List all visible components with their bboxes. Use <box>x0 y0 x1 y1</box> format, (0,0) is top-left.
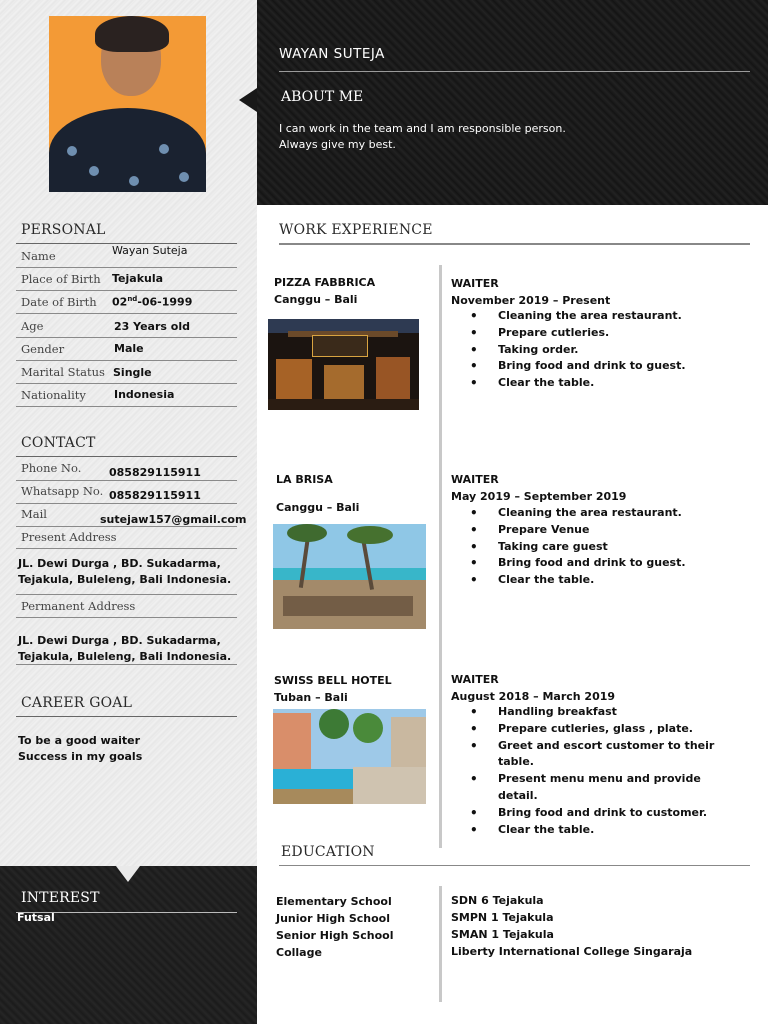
contact-title: CONTACT <box>21 435 96 451</box>
divider <box>16 526 237 527</box>
divider <box>16 313 237 314</box>
job1-photo <box>268 319 419 410</box>
education-school: SMAN 1 Tejakula <box>451 928 554 941</box>
divider <box>16 548 237 549</box>
photo-floor <box>268 399 419 410</box>
divider <box>16 406 237 407</box>
whatsapp-value: 085829115911 <box>109 489 201 502</box>
divider <box>16 360 237 361</box>
birthdate-rest: -06-1999 <box>137 295 193 309</box>
photo-deck <box>353 767 426 804</box>
nationality-label: Nationality <box>21 388 86 402</box>
profile-photo <box>49 16 206 192</box>
whatsapp-label: Whatsapp No. <box>21 484 104 498</box>
duty-item: • Cleaning the area restaurant. <box>498 505 686 522</box>
education-school: Liberty International College Singaraja <box>451 945 693 958</box>
job2-period: May 2019 – September 2019 <box>451 490 627 503</box>
duty-item: • Prepare cutleries, glass , plate. <box>498 721 714 738</box>
birthdate-value <box>112 295 192 309</box>
duty-item: • Bring food and drink to customer. <box>498 805 714 822</box>
divider <box>16 664 237 665</box>
interest-title: INTEREST <box>21 890 100 906</box>
career-goal-text <box>18 733 142 765</box>
photo-crowd <box>283 596 413 616</box>
education-level: Junior High School <box>276 912 391 925</box>
job1-meta <box>451 275 610 309</box>
photo-palm-leaves <box>347 526 393 544</box>
present-address-line: JL. Dewi Durga , BD. Sukadarma, <box>18 557 221 570</box>
interest-item: Futsal <box>17 911 55 924</box>
divider <box>279 71 750 72</box>
education-school: SDN 6 Tejakula <box>451 894 544 907</box>
photo-light <box>376 357 410 401</box>
career-goal-title: CAREER GOAL <box>21 695 133 711</box>
job2-photo <box>273 524 426 629</box>
photo-palm-leaves <box>287 524 327 542</box>
photo-tree <box>353 713 383 743</box>
mail-label: Mail <box>21 507 47 521</box>
permanent-address-line: JL. Dewi Durga , BD. Sukadarma, <box>18 634 221 647</box>
duty-item: • Bring food and drink to guest. <box>498 358 686 375</box>
job1-position: WAITER <box>451 277 499 290</box>
present-address-value <box>18 556 231 588</box>
divider <box>279 243 750 245</box>
divider <box>16 617 237 618</box>
divider <box>16 456 237 457</box>
phone-label: Phone No. <box>21 461 82 475</box>
education-schools <box>451 892 692 960</box>
photo-building <box>391 717 426 773</box>
age-label: Age <box>21 319 44 333</box>
duty-item-continued: table. <box>498 755 534 769</box>
birthplace-label: Place of Birth <box>21 272 101 286</box>
job3-photo <box>273 709 426 804</box>
marital-label: Marital Status <box>21 365 105 379</box>
shirt-pattern <box>159 144 169 154</box>
career-goal-line: Success in my goals <box>18 750 143 763</box>
permanent-address-value <box>18 633 231 665</box>
career-goal-line: To be a good waiter <box>18 734 141 747</box>
divider <box>16 716 237 717</box>
duty-item: • Taking order. <box>498 342 686 359</box>
duty-item: • Bring food and drink to guest. <box>498 555 686 572</box>
duty-item: • Clear the table. <box>498 572 686 589</box>
job2-duties <box>498 505 686 589</box>
job1-period: November 2019 – Present <box>451 294 611 307</box>
education-title: EDUCATION <box>281 844 375 860</box>
shirt-pattern <box>129 176 139 186</box>
name-header: WAYAN SUTEJA <box>279 46 385 62</box>
mail-value[interactable]: sutejaw157@gmail.com <box>100 513 247 526</box>
photo-light <box>276 359 312 399</box>
gender-value: Male <box>114 342 144 355</box>
shirt-pattern <box>179 172 189 182</box>
duty-item: • Greet and escort customer to their <box>498 738 714 755</box>
interest-notch <box>116 866 140 882</box>
gender-label: Gender <box>21 342 65 356</box>
job1-company-name: PIZZA FABBRICA <box>274 276 376 289</box>
shirt-pattern <box>67 146 77 156</box>
shirt-pattern <box>89 166 99 176</box>
duty-item: • Clear the table. <box>498 822 714 839</box>
about-line: I can work in the team and I am responsible person. <box>279 122 566 135</box>
job1-duties <box>498 308 686 392</box>
education-school: SMPN 1 Tejakula <box>451 911 554 924</box>
birthdate-day: 02 <box>112 295 128 309</box>
header-notch <box>239 88 257 112</box>
divider <box>16 480 237 481</box>
photo-hair <box>95 16 169 52</box>
duty-item: • Clear the table. <box>498 375 686 392</box>
job3-location: Tuban – Bali <box>274 691 348 704</box>
education-level: Collage <box>276 946 322 959</box>
job2-location: Canggu – Bali <box>276 501 360 514</box>
education-level: Senior High School <box>276 929 394 942</box>
education-levels <box>276 893 393 961</box>
nationality-value: Indonesia <box>114 388 175 401</box>
present-address-label: Present Address <box>21 530 117 544</box>
photo-tree <box>319 709 349 739</box>
education-level: Elementary School <box>276 895 392 908</box>
job3-company <box>274 672 392 706</box>
name-label: Name <box>21 249 56 263</box>
job3-duties <box>498 704 714 838</box>
divider <box>16 267 237 268</box>
job2-position: WAITER <box>451 473 499 486</box>
job3-position: WAITER <box>451 673 499 686</box>
job1-company <box>274 274 375 308</box>
duty-item: • Cleaning the area restaurant. <box>498 308 686 325</box>
divider <box>16 383 237 384</box>
duty-item: • Taking care guest <box>498 539 686 556</box>
birthplace-value: Tejakula <box>112 272 164 285</box>
birthdate-suffix: nd <box>127 295 138 303</box>
work-experience-title: WORK EXPERIENCE <box>279 222 433 238</box>
personal-title: PERSONAL <box>21 222 106 238</box>
marital-value: Single <box>113 366 152 379</box>
phone-value: 085829115911 <box>109 466 201 479</box>
education-divider-line <box>439 886 442 1002</box>
job3-company-name: SWISS BELL HOTEL <box>274 674 392 687</box>
divider <box>16 594 237 595</box>
work-divider-line <box>439 265 442 848</box>
duty-item: • Handling breakfast <box>498 704 714 721</box>
divider <box>16 290 237 291</box>
photo-pool <box>273 769 353 789</box>
duty-item-continued: detail. <box>498 788 538 802</box>
photo-sea <box>273 568 426 580</box>
photo-ground <box>273 789 353 804</box>
job1-location: Canggu – Bali <box>274 293 358 306</box>
about-text <box>279 121 566 153</box>
duty-item: • Present menu menu and provide <box>498 771 714 788</box>
present-address-line: Tejakula, Buleleng, Bali Indonesia. <box>18 573 232 586</box>
name-value: Wayan Suteja <box>112 244 188 257</box>
about-line: Always give my best. <box>279 138 396 151</box>
job2-company-name: LA BRISA <box>276 473 333 486</box>
birthdate-label: Date of Birth <box>21 295 97 309</box>
divider <box>16 503 237 504</box>
about-title: ABOUT ME <box>281 89 364 105</box>
photo-light <box>324 365 364 403</box>
job3-period: August 2018 – March 2019 <box>451 690 616 703</box>
duty-item: • Prepare Venue <box>498 522 686 539</box>
photo-building <box>273 713 311 773</box>
divider <box>279 865 750 866</box>
photo-sign <box>312 335 368 357</box>
duty-item: • Prepare cutleries. <box>498 325 686 342</box>
divider <box>16 337 237 338</box>
permanent-address-label: Permanent Address <box>21 599 136 613</box>
permanent-address-line: Tejakula, Buleleng, Bali Indonesia. <box>18 650 232 663</box>
job2-meta <box>451 471 626 505</box>
job3-meta <box>451 671 615 705</box>
age-value: 23 Years old <box>114 320 190 333</box>
